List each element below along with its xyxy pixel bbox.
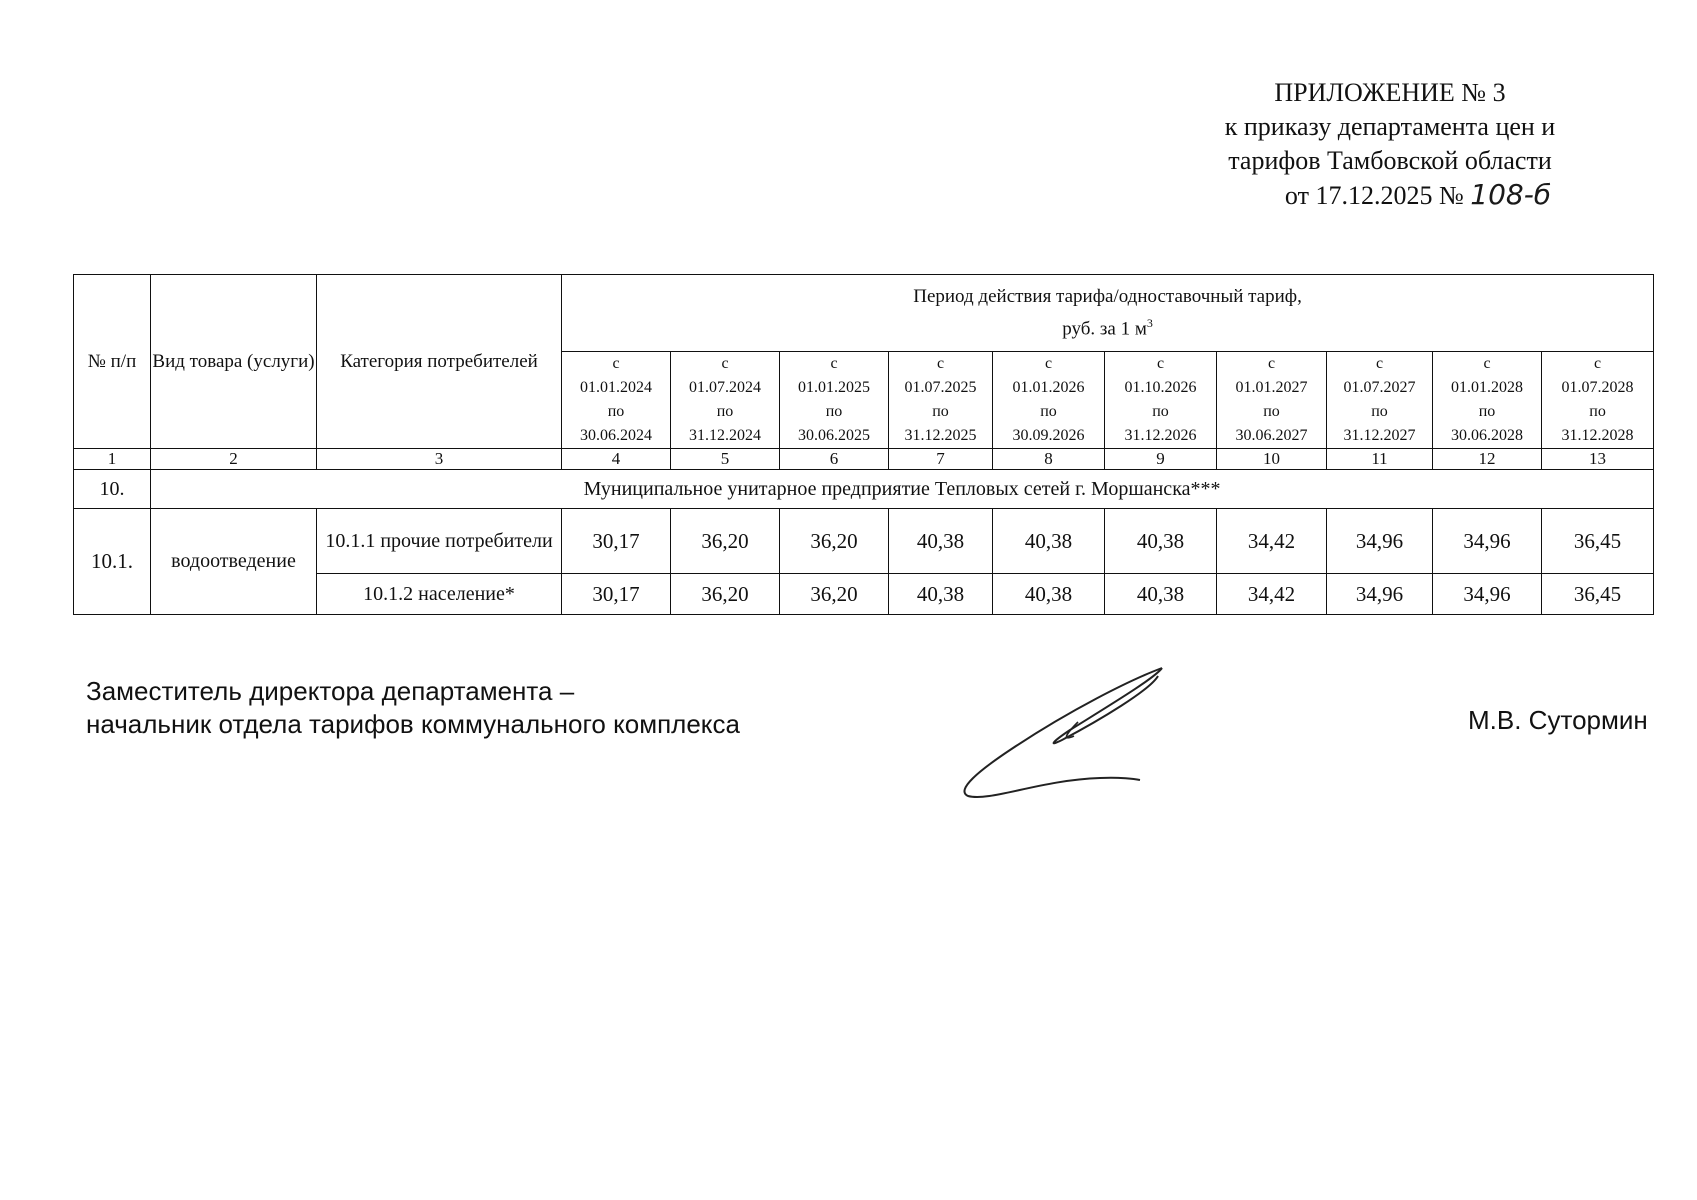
tariff-value-cell: 40,38 bbox=[1105, 509, 1217, 574]
tariff-value-cell: 36,20 bbox=[780, 574, 889, 615]
column-number: 5 bbox=[671, 449, 780, 470]
organization-name: Муниципальное унитарное предприятие Тепловых сетей г. Моршанска*** bbox=[151, 470, 1654, 509]
period-cell bbox=[1542, 352, 1654, 449]
period-from-word: с bbox=[1375, 355, 1384, 372]
column-number: 12 bbox=[1433, 449, 1542, 470]
period-from: 01.10.2026 bbox=[1124, 379, 1197, 396]
period-to-word: по bbox=[825, 403, 843, 420]
service-number: 10.1. bbox=[74, 509, 151, 615]
tariff-value-cell: 40,38 bbox=[993, 509, 1105, 574]
period-from-word: с bbox=[830, 355, 838, 372]
period-to-word: по bbox=[1263, 403, 1280, 420]
tariff-value-cell: 30,17 bbox=[562, 509, 671, 574]
period-cell bbox=[993, 352, 1105, 449]
period-from-word: с bbox=[1044, 355, 1053, 372]
period-to-word: по bbox=[932, 403, 949, 420]
position-line-1: Заместитель директора департамента – bbox=[86, 676, 575, 706]
period-from: 01.01.2025 bbox=[798, 379, 870, 396]
period-header-title: Период действия тарифа/одноставочный тариф, bbox=[913, 285, 1302, 307]
unit-text: руб. за 1 м bbox=[1062, 318, 1147, 340]
tariff-value-cell: 34,96 bbox=[1433, 574, 1542, 615]
period-to: 30.09.2026 bbox=[1012, 427, 1085, 444]
period-to: 30.06.2025 bbox=[798, 427, 870, 444]
period-from: 01.01.2028 bbox=[1451, 379, 1523, 396]
tariff-value-cell: 36,20 bbox=[780, 509, 889, 574]
signatory-position bbox=[86, 675, 740, 741]
period-from-word: с bbox=[1156, 355, 1165, 372]
signatory-name: М.В. Сутормин bbox=[1468, 705, 1648, 735]
tariff-table bbox=[73, 274, 1654, 615]
column-number: 7 bbox=[889, 449, 993, 470]
order-reference bbox=[1208, 178, 1628, 213]
period-cell bbox=[889, 352, 993, 449]
period-header-unit bbox=[562, 310, 1653, 342]
tariff-value-cell: 34,96 bbox=[1433, 509, 1542, 574]
period-cell bbox=[1105, 352, 1217, 449]
organization-number: 10. bbox=[74, 470, 151, 509]
column-number: 11 bbox=[1327, 449, 1433, 470]
period-from: 01.07.2028 bbox=[1561, 379, 1634, 396]
column-number: 6 bbox=[780, 449, 889, 470]
appendix-title: ПРИЛОЖЕНИЕ № 3 bbox=[1274, 78, 1506, 107]
tariff-value-cell: 36,20 bbox=[671, 509, 780, 574]
tariff-value-cell: 34,42 bbox=[1217, 574, 1327, 615]
tariff-value-cell: 40,38 bbox=[889, 574, 993, 615]
period-cell bbox=[1217, 352, 1327, 449]
column-number: 8 bbox=[993, 449, 1105, 470]
appendix-header bbox=[1180, 76, 1600, 213]
period-header bbox=[562, 275, 1654, 352]
col-header-category-text: Категория потребителей bbox=[340, 351, 538, 372]
period-to-word: по bbox=[716, 403, 734, 420]
position-line-2: начальник отдела тарифов коммунального комплекса bbox=[86, 709, 740, 739]
column-number: 10 bbox=[1217, 449, 1327, 470]
period-from: 01.07.2027 bbox=[1343, 379, 1416, 396]
tariff-value-cell: 36,45 bbox=[1542, 574, 1654, 615]
period-cell bbox=[671, 352, 780, 449]
col-header-goods bbox=[151, 275, 317, 449]
appendix-subtitle-line2: тарифов Тамбовской области bbox=[1228, 146, 1552, 175]
period-to-word: по bbox=[1040, 403, 1057, 420]
tariff-value-cell: 40,38 bbox=[889, 509, 993, 574]
tariff-value-cell: 34,96 bbox=[1327, 574, 1433, 615]
order-number: 108-б bbox=[1470, 178, 1552, 211]
period-to-word: по bbox=[607, 403, 625, 420]
tariff-value-cell: 40,38 bbox=[993, 574, 1105, 615]
tariff-value-cell: 36,45 bbox=[1542, 509, 1654, 574]
unit-superscript: 3 bbox=[1146, 315, 1153, 330]
period-to: 31.12.2026 bbox=[1124, 427, 1197, 444]
col-header-category bbox=[317, 275, 562, 449]
consumer-category: 10.1.2 население* bbox=[317, 574, 562, 615]
period-from: 01.01.2024 bbox=[580, 379, 652, 396]
tariff-value-cell: 30,17 bbox=[562, 574, 671, 615]
period-from: 01.01.2026 bbox=[1012, 379, 1085, 396]
tariff-value-cell: 36,20 bbox=[671, 574, 780, 615]
period-to: 30.06.2027 bbox=[1235, 427, 1308, 444]
tariff-value-cell: 40,38 bbox=[1105, 574, 1217, 615]
tariff-value-cell: 34,42 bbox=[1217, 509, 1327, 574]
period-to-word: по bbox=[1589, 403, 1606, 420]
period-to: 31.12.2024 bbox=[689, 427, 761, 444]
column-number: 2 bbox=[151, 449, 317, 470]
period-cell bbox=[1327, 352, 1433, 449]
column-numbers-row bbox=[74, 449, 1654, 470]
period-to: 30.06.2028 bbox=[1451, 427, 1523, 444]
table-row bbox=[74, 509, 1654, 574]
order-date: от 17.12.2025 № bbox=[1284, 181, 1464, 210]
consumer-category: 10.1.1 прочие потребители bbox=[317, 509, 562, 574]
period-to: 31.12.2028 bbox=[1561, 427, 1634, 444]
period-from-word: с bbox=[612, 355, 620, 372]
column-number: 3 bbox=[317, 449, 562, 470]
period-to: 30.06.2024 bbox=[580, 427, 652, 444]
period-from-word: с bbox=[1267, 355, 1276, 372]
period-cell bbox=[780, 352, 889, 449]
column-number: 1 bbox=[74, 449, 151, 470]
col-header-number: № п/п bbox=[74, 275, 151, 449]
period-cell bbox=[1433, 352, 1542, 449]
column-number: 9 bbox=[1105, 449, 1217, 470]
period-to: 31.12.2025 bbox=[904, 427, 977, 444]
period-to-word: по bbox=[1478, 403, 1496, 420]
service-goods: водоотведение bbox=[151, 509, 317, 615]
period-to: 31.12.2027 bbox=[1343, 427, 1416, 444]
period-from-word: с bbox=[936, 355, 945, 372]
column-number: 13 bbox=[1542, 449, 1654, 470]
appendix-subtitle-line1: к приказу департамента цен и bbox=[1224, 112, 1556, 141]
period-from-word: с bbox=[721, 355, 729, 372]
col-header-goods-text: Вид товара (услуги) bbox=[152, 351, 315, 372]
period-from: 01.07.2024 bbox=[689, 379, 761, 396]
organization-row bbox=[74, 470, 1654, 509]
column-number: 4 bbox=[562, 449, 671, 470]
period-to-word: по bbox=[1371, 403, 1388, 420]
period-to-word: по bbox=[1152, 403, 1169, 420]
period-from-word: с bbox=[1593, 355, 1602, 372]
period-from: 01.07.2025 bbox=[904, 379, 977, 396]
period-from: 01.01.2027 bbox=[1235, 379, 1308, 396]
period-cell bbox=[562, 352, 671, 449]
handwritten-signature bbox=[950, 660, 1180, 800]
tariff-value-cell: 34,96 bbox=[1327, 509, 1433, 574]
period-from-word: с bbox=[1483, 355, 1491, 372]
